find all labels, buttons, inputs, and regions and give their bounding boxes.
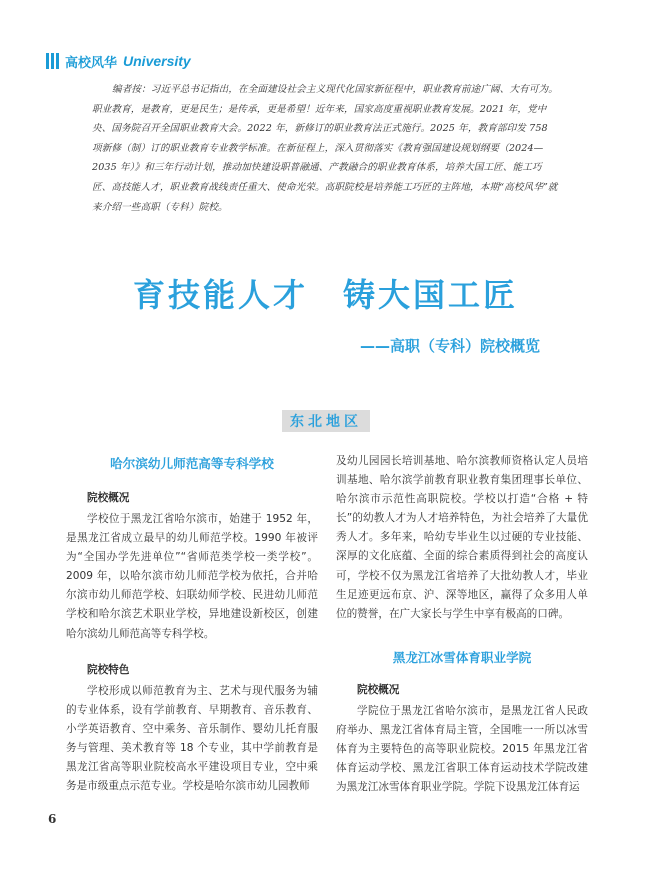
header-bars-decoration [46,53,59,69]
section-heading: 院校概况 [87,492,130,504]
paragraph: 学院位于黑龙江省哈尔滨市，是黑龙江省人民政府举办、黑龙江省体育局主管，全国唯一一所以冰雪体育为主要特色的高等职业院校。2015 年黑龙江省体育运动学校、黑龙江省职工体育运动技术学院改建为黑龙江冰雪体育职业学院。学院下设黑龙江体育运 [336,705,588,794]
article-subtitle: ——高职（专科）院校概览 [360,337,541,355]
school-title: 哈尔滨幼儿师范高等专科学校 [110,456,274,471]
paragraph: 学校形成以师范教育为主、艺术与现代服务为辅的专业体系，设有学前教育、早期教育、音乐教育、小学英语教育、空中乘务、音乐制作、婴幼儿托育服务与管理、美术教育等 18 个专业，其中学前教育是黑龙江省高等职业院校高水平建设项目专业，空中乘务是市级重点示范专业。学校是哈尔滨市幼儿园教师 [66,685,318,793]
section-heading: 院校特色 [87,664,130,676]
section-title-en: University [123,53,191,69]
school-feature-text [66,682,318,797]
article-title: 育技能人才 铸大国工匠 [132,276,518,314]
section-header [46,52,191,70]
school-overview-text [336,702,588,797]
section-title-cn: 高校风华 [65,55,118,71]
page-number: 6 [48,812,57,826]
paragraph: 及幼儿园园长培训基地、哈尔滨教师资格认定人员培训基地、哈尔滨学前教育职业教育集团理事长单位、哈尔滨市示范性高职院校。学校以打造“合格 + 特长”的幼教人才为人才培养特色，为社会培养了大量优秀人才。多年来，哈幼专毕业生以过硬的专业技能、深厚的文化底蕴、全面的综合素质得到社会的高度认可，学校不仅为黑龙江省培养了大批幼教人才，毕业生足迹更远布京、沪、深等地区，赢得了众多用人单位的赞誉，在广大家长与学生中享有极高的口碑。 [336,455,588,620]
region-label: 东北地区 [290,414,362,430]
school-overview-text [66,510,318,644]
school-title: 黑龙江冰雪体育职业学院 [392,650,532,665]
paragraph: 学校位于黑龙江省哈尔滨市，始建于 1952 年，是黑龙江省成立最早的幼儿师范学校。1990 年被评为“全国办学先进单位”“省师范类学校一类学校”。2009 年，以哈尔滨市幼儿师范学校为依托，合并哈尔滨市幼儿师范学校、妇联幼师学校、民进幼儿师范学校和哈尔滨艺术职业学校，异地建设新校区，创建哈尔滨幼儿师范高等专科学校。 [66,513,318,640]
school-feature-continued [336,452,588,624]
region-badge [282,410,370,432]
section-heading: 院校概况 [357,684,400,696]
editor-note: 编者按：习近平总书记指出，在全面建设社会主义现代化国家新征程中，职业教育前途广阔、大有可为。职业教育，是教育，更是民生；是传承，更是希望！近年来，国家高度重视职业教育发展。2021 年，党中央、国务院召开全国职业教育大会。2022 年，新修订的职业教育法正式施行。2025 年，教育部印发 758 项新修（制）订的职业教育专业教学标准。在新征程上，深入贯彻落实《教育强国建设规划纲要（2024—2035 年）》和三年行动计划，推动加快建设职普融通、产教融合的职业教育体系，培养大国工匠、能工巧匠、高技能人才，职业教育战线责任重大、使命光荣。高职院校是培养能工巧匠的主阵地，本期“高校风华”就来介绍一些高职（专科）院校。 [92,84,558,213]
